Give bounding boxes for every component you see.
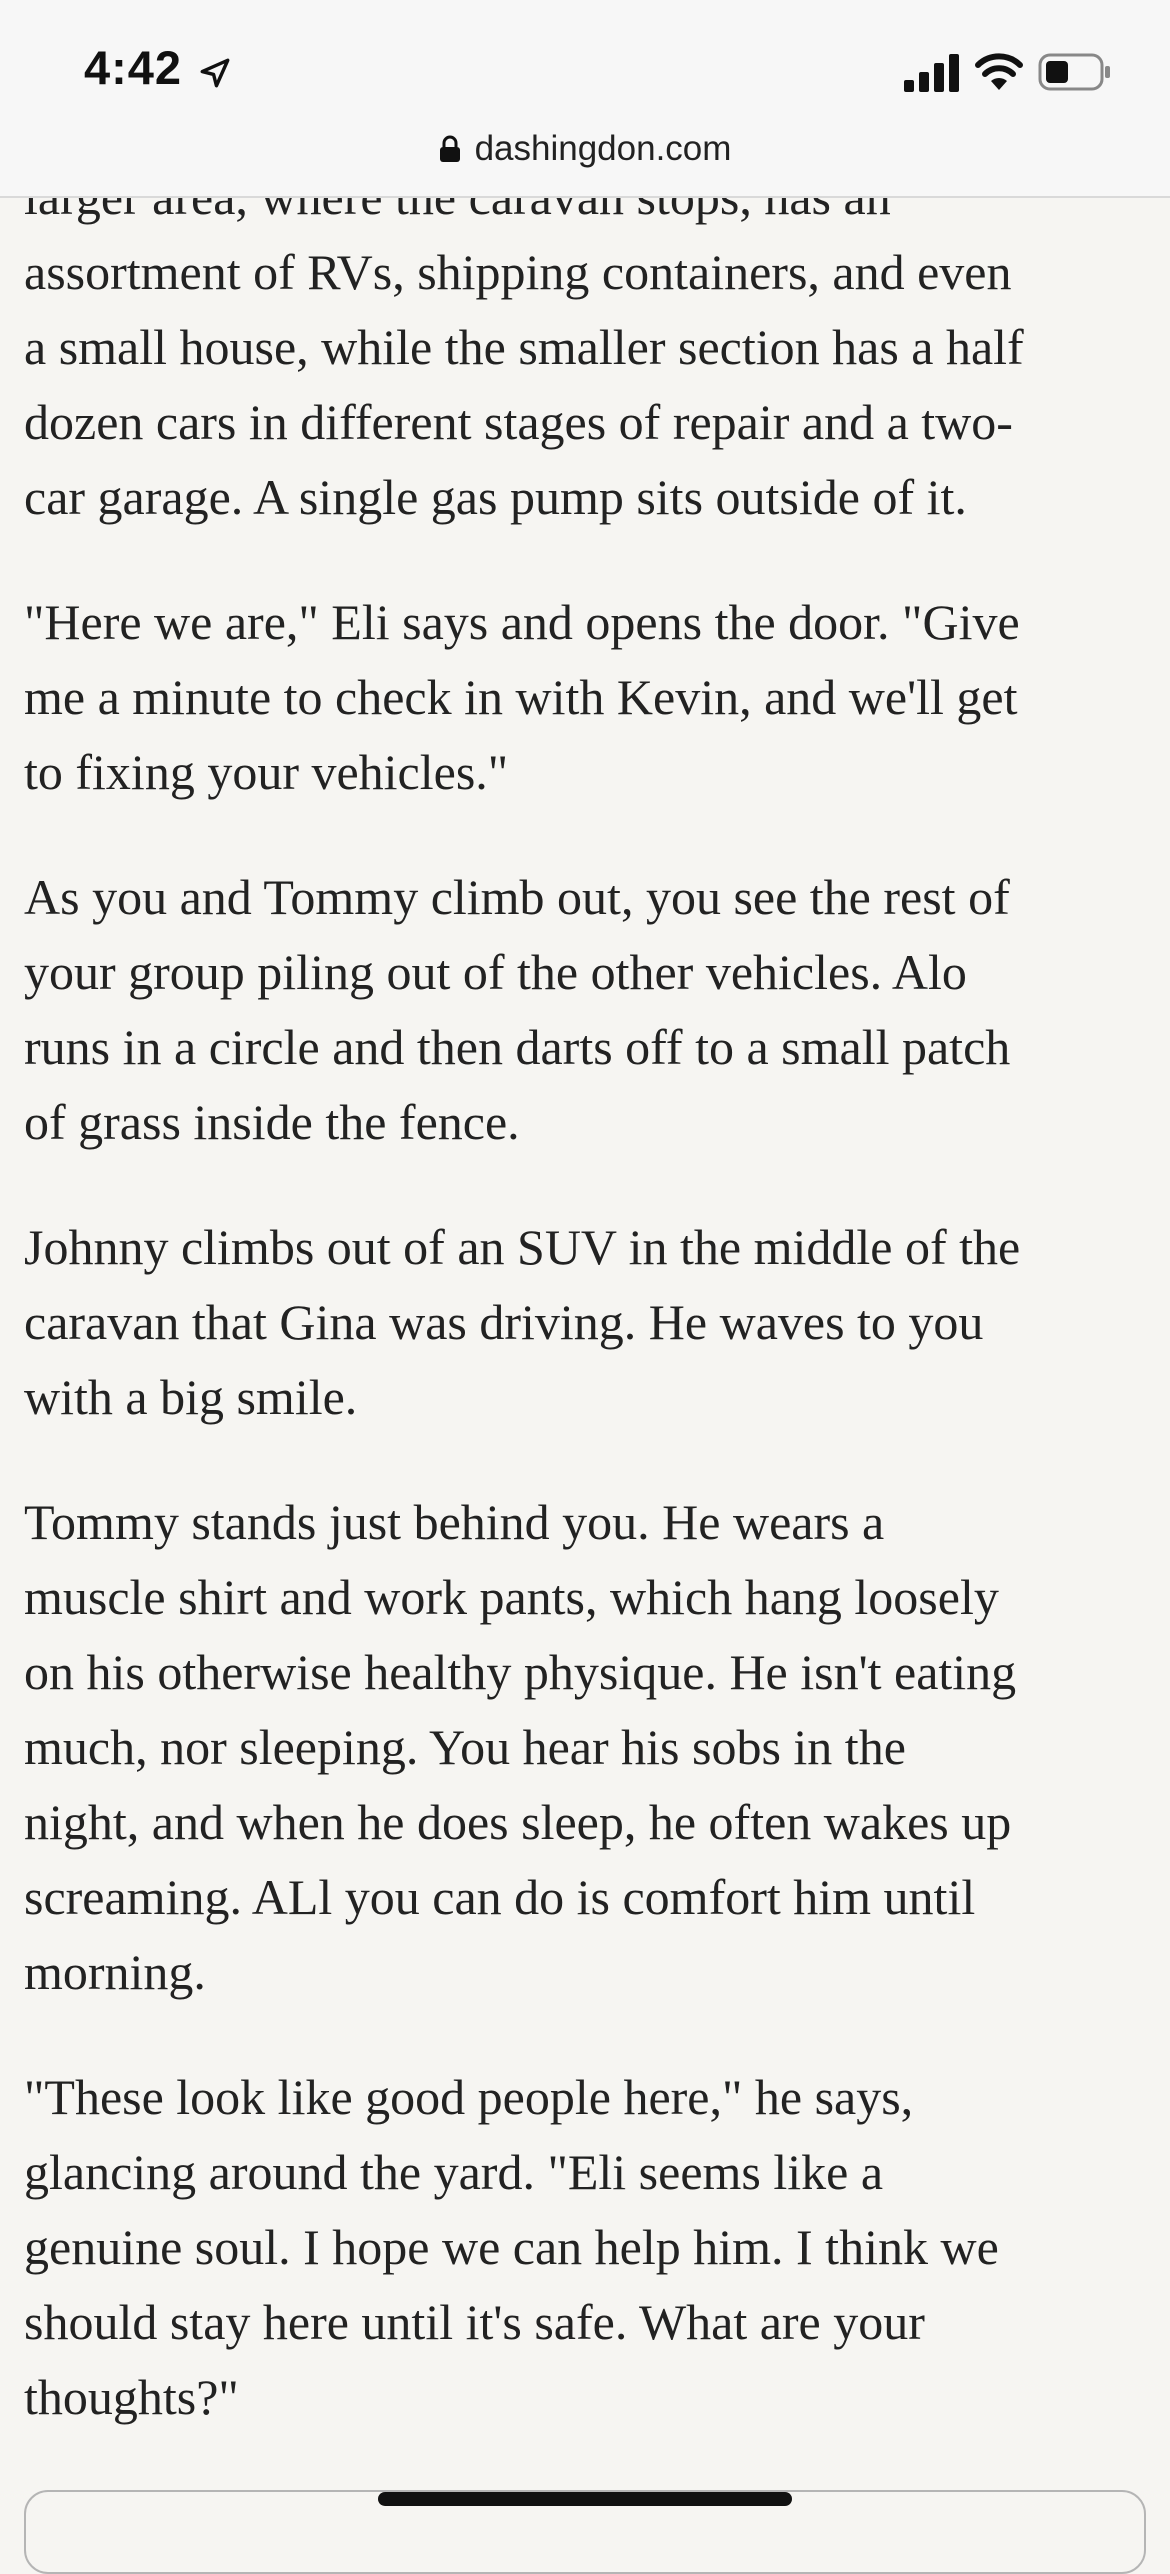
address-bar[interactable]	[0, 124, 1170, 174]
text-line: muscle shirt and work pants, which hang loosely	[24, 1569, 999, 1625]
text-line: glancing around the yard. "Eli seems like a	[24, 2144, 884, 2200]
text-line: Johnny climbs out of an SUV in the middle of the	[24, 1219, 1021, 1275]
text-line: to fixing your vehicles."	[24, 744, 509, 800]
text-line: genuine soul. I hope we can help him. I think we	[24, 2219, 999, 2275]
paragraph	[24, 1485, 1154, 2010]
lock-icon	[439, 135, 461, 163]
text-line: Tommy stands just behind you. He wears a	[24, 1494, 885, 1550]
text-line: "Here we are," Eli says and opens the door. "Give	[24, 594, 1020, 650]
text-line: screaming. ALl you can do is comfort him until	[24, 1869, 976, 1925]
wifi-icon	[974, 50, 1024, 92]
text-line: night, and when he does sleep, he often wakes up	[24, 1794, 1012, 1850]
text-line: your group piling out of the other vehicles. Alo	[24, 944, 967, 1000]
text-line: assortment of RVs, shipping containers, and even	[24, 244, 1012, 300]
text-line: "These look like good people here," he says,	[24, 2069, 914, 2125]
cellular-signal-icon	[904, 54, 960, 92]
status-time: 4:42	[84, 41, 183, 94]
text-line: much, nor sleeping. You hear his sobs in the	[24, 1719, 906, 1775]
text-line: runs in a circle and then darts off to a small patch	[24, 1019, 1011, 1075]
text-line: As you and Tommy climb out, you see the rest of	[24, 869, 1010, 925]
location-arrow-icon	[198, 56, 232, 90]
text-line: morning.	[24, 1944, 206, 2000]
home-indicator[interactable]	[378, 2492, 792, 2506]
text-line: thoughts?"	[24, 2369, 239, 2425]
browser-chrome	[0, 0, 1170, 198]
text-line: caravan that Gina was driving. He waves to you	[24, 1294, 984, 1350]
battery-icon	[1038, 52, 1112, 92]
text-line: with a big smile.	[24, 1369, 358, 1425]
article-body	[24, 160, 1154, 2485]
paragraph	[24, 160, 1154, 535]
paragraph	[24, 585, 1154, 810]
text-line: dozen cars in different stages of repair and a two-	[24, 394, 1013, 450]
text-line: should stay here until it's safe. What are your	[24, 2294, 925, 2350]
text-line: car garage. A single gas pump sits outside of it.	[24, 469, 967, 525]
text-line: a small house, while the smaller section has a half	[24, 319, 1024, 375]
text-line: of grass inside the fence.	[24, 1094, 520, 1150]
paragraph	[24, 860, 1154, 1160]
text-line: on his otherwise healthy physique. He isn't eating	[24, 1644, 1017, 1700]
text-line: me a minute to check in with Kevin, and we'll get	[24, 669, 1018, 725]
url-text: dashingdon.com	[474, 129, 732, 168]
paragraph	[24, 2060, 1154, 2435]
paragraph	[24, 1210, 1154, 1435]
